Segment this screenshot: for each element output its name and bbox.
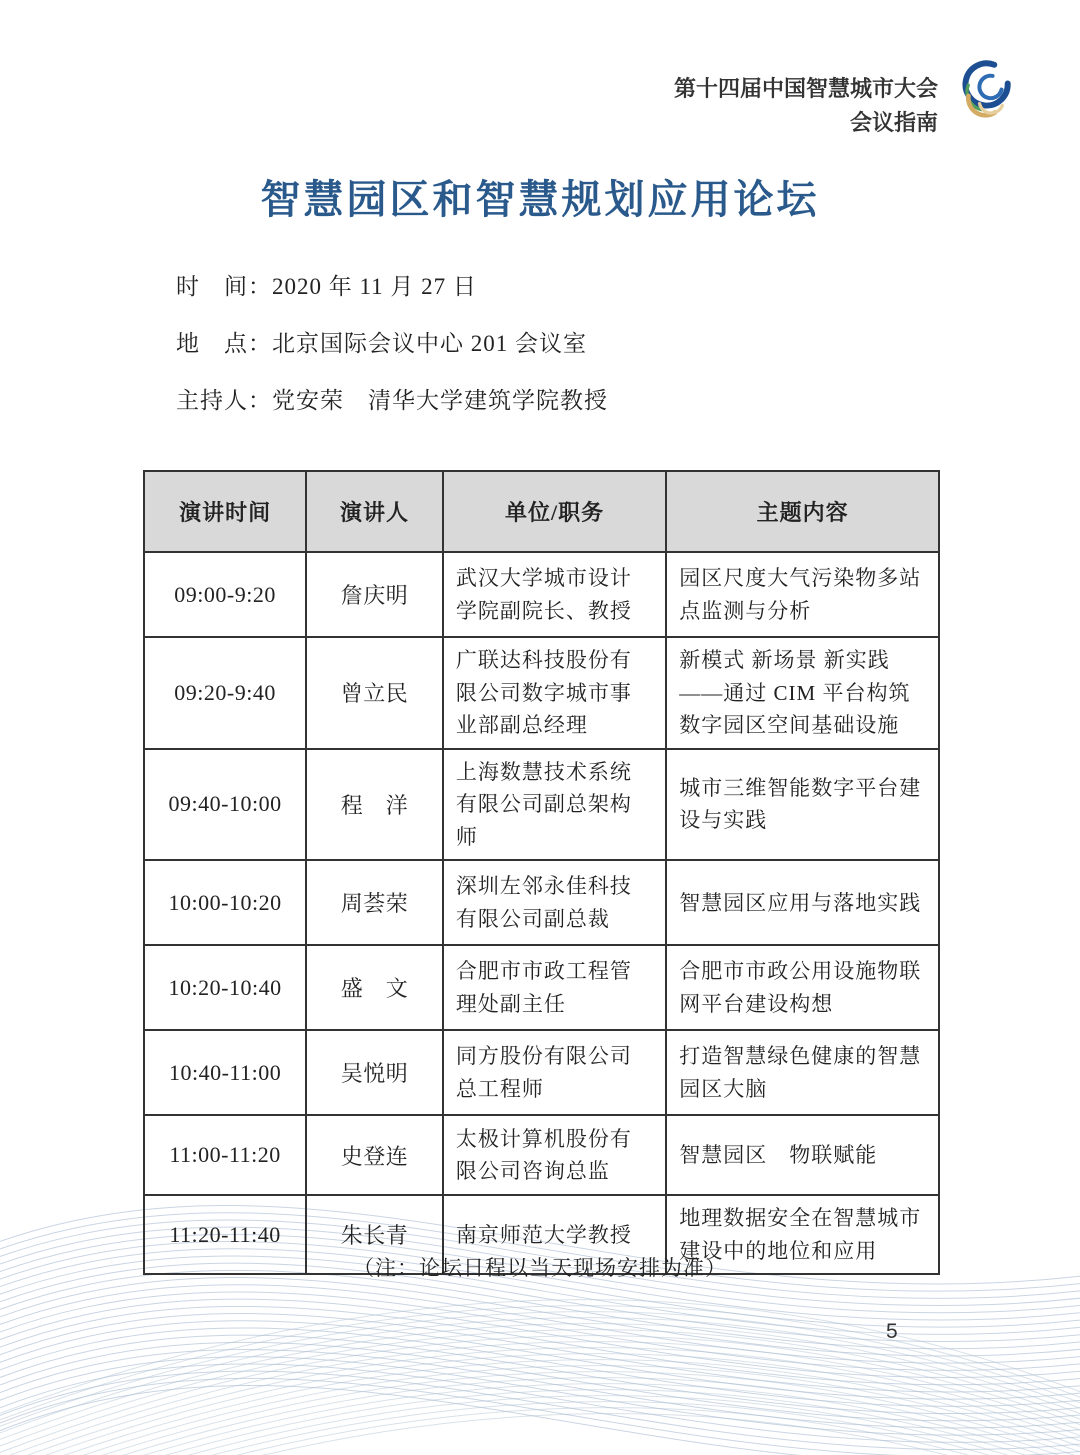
cell-topic: 园区尺度大气污染物多站点监测与分析: [666, 552, 939, 637]
col-header-org: 单位/职务: [443, 471, 666, 552]
document-header: [674, 72, 938, 140]
table-row: [144, 1030, 939, 1115]
cell-time: 10:00-10:20: [144, 860, 306, 945]
table-row: [144, 749, 939, 861]
cell-speaker: 詹庆明: [306, 552, 443, 637]
cell-time: 09:00-9:20: [144, 552, 306, 637]
guide-label: 会议指南: [849, 110, 938, 135]
page-title: 智慧园区和智慧规划应用论坛: [260, 178, 820, 222]
schedule-table: [143, 470, 940, 1275]
cell-org: 深圳左邻永佳科技有限公司副总裁: [443, 860, 666, 945]
table-row: [144, 552, 939, 637]
cell-topic: 城市三维智能数字平台建设与实践: [666, 749, 939, 861]
cell-org: 太极计算机股份有限公司咨询总监: [443, 1115, 666, 1195]
cell-time: 11:00-11:20: [144, 1115, 306, 1195]
cell-org: 上海数慧技术系统有限公司副总架构师: [443, 749, 666, 861]
conference-name: 第十四届中国智慧城市大会: [673, 76, 938, 101]
col-header-topic: 主题内容: [666, 471, 939, 552]
cell-speaker: 朱长青: [306, 1195, 443, 1274]
cell-time: 10:40-11:00: [144, 1030, 306, 1115]
cell-topic: 智慧园区应用与落地实践: [666, 860, 939, 945]
cell-topic: 智慧园区 物联赋能: [666, 1115, 939, 1195]
table-row: [144, 860, 939, 945]
cell-time: 11:20-11:40: [144, 1195, 306, 1274]
info-venue: 地 点：北京国际会议中心 201 会议室: [176, 331, 587, 356]
cell-org: 同方股份有限公司总工程师: [443, 1030, 666, 1115]
table-row: [144, 1115, 939, 1195]
schedule-table-container: [143, 470, 940, 1275]
cell-speaker: 曾立民: [306, 637, 443, 749]
cell-speaker: 史登连: [306, 1115, 443, 1195]
col-header-speaker: 演讲人: [306, 471, 443, 552]
forum-info: [176, 258, 608, 429]
col-header-time: 演讲时间: [144, 471, 306, 552]
table-row: [144, 945, 939, 1030]
cell-time: 09:40-10:00: [144, 749, 306, 861]
info-host: 主持人：党安荣 清华大学建筑学院教授: [176, 388, 608, 413]
table-row: [144, 637, 939, 749]
cell-topic: 合肥市市政公用设施物联网平台建设构想: [666, 945, 939, 1030]
cell-speaker: 盛 文: [306, 945, 443, 1030]
cell-time: 10:20-10:40: [144, 945, 306, 1030]
cell-topic: 地理数据安全在智慧城市建设中的地位和应用: [666, 1195, 939, 1274]
cell-org: 合肥市市政工程管理处副主任: [443, 945, 666, 1030]
cell-topic: 新模式 新场景 新实践——通过 CIM 平台构筑数字园区空间基础设施: [666, 637, 939, 749]
cell-org: 南京师范大学教授: [443, 1195, 666, 1274]
table-header-row: [144, 471, 939, 552]
info-time: 时 间：2020 年 11 月 27 日: [176, 274, 477, 299]
cell-topic: 打造智慧绿色健康的智慧园区大脑: [666, 1030, 939, 1115]
cell-org: 武汉大学城市设计学院副院长、教授: [443, 552, 666, 637]
cell-speaker: 吴悦明: [306, 1030, 443, 1115]
globe-swirl-icon: [952, 58, 1018, 124]
cell-speaker: 程 洋: [306, 749, 443, 861]
cell-time: 09:20-9:40: [144, 637, 306, 749]
schedule-note: （注：论坛日程以当天现场安排为准）: [353, 1256, 727, 1280]
page-number: 5: [886, 1320, 898, 1343]
cell-org: 广联达科技股份有限公司数字城市事业部副总经理: [443, 637, 666, 749]
cell-speaker: 周荟荣: [306, 860, 443, 945]
